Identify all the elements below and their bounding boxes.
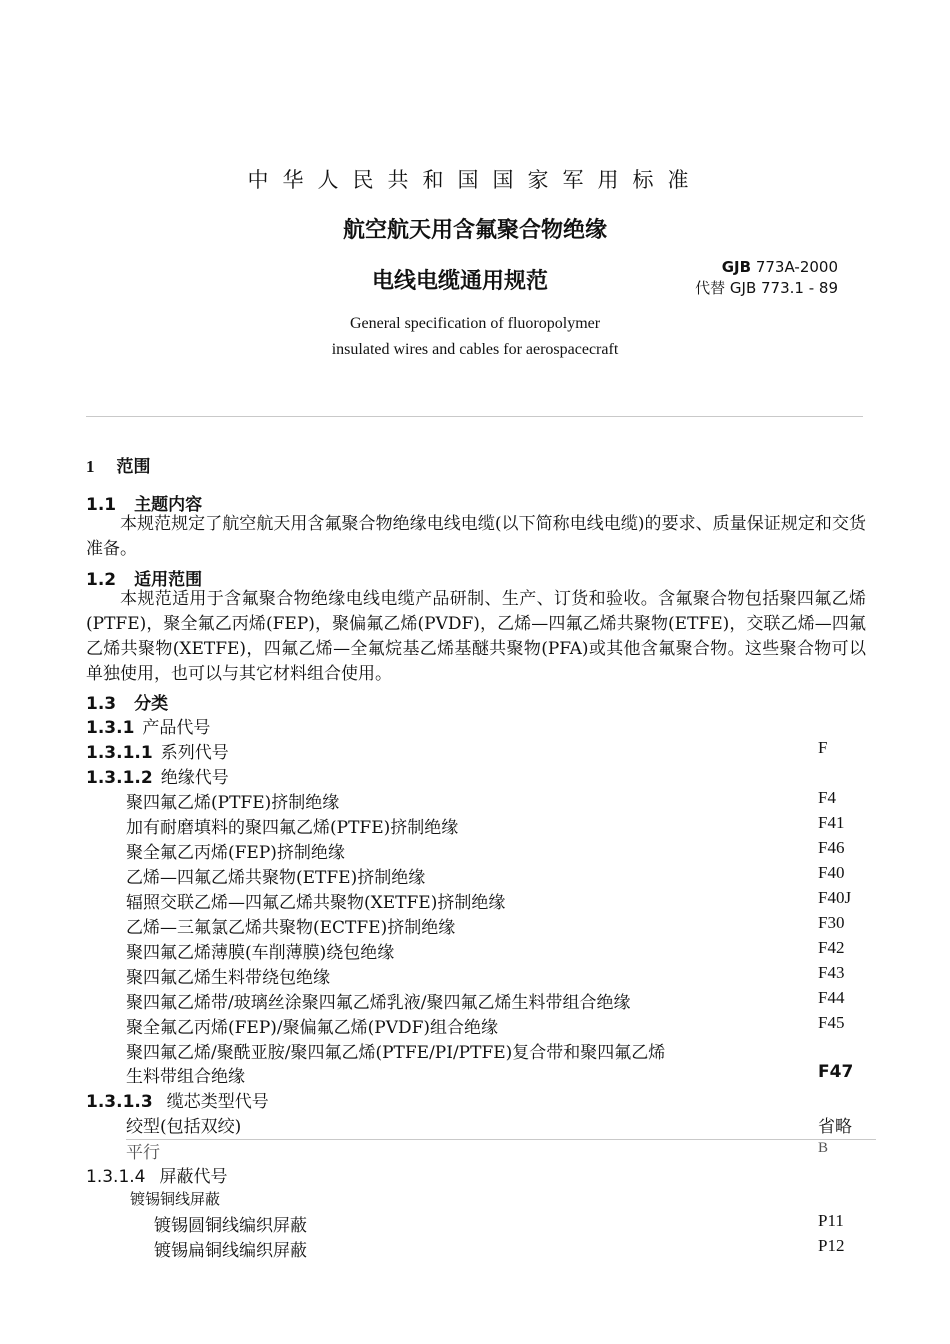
code-prefix: GJB — [721, 258, 752, 276]
insulation-item-code: F41 — [818, 813, 845, 832]
shield-item-label: 镀锡圆铜线编织屏蔽 — [154, 1216, 307, 1236]
insulation-item-label: 聚四氟乙烯(PTFE)挤制绝缘 — [126, 793, 340, 813]
standard-code — [640, 257, 838, 278]
insulation-item-label: 聚全氟乙丙烯(FEP)/聚偏氟乙烯(PVDF)组合绝缘 — [126, 1018, 499, 1038]
core-type-label: 绞型(包括双绞) — [126, 1117, 242, 1137]
section-1-3-1-heading: 1.3.1 产品代号 — [86, 718, 211, 738]
insulation-item-label: 聚四氟乙烯薄膜(车削薄膜)绕包绝缘 — [126, 943, 395, 963]
insulation-item-code: F43 — [818, 963, 845, 982]
scan-rule-line — [126, 1139, 876, 1140]
shield-item-code: P12 — [818, 1236, 845, 1255]
insulation-item-code: F40J — [818, 888, 852, 907]
section-1-1-body: 本规范规定了航空航天用含氟聚合物绝缘电线电缆(以下简称电线电缆)的要求、质量保证规定和交货准备。 — [86, 514, 866, 559]
section-1-2-heading: 1.2 适用范围 — [86, 570, 203, 590]
standard-code-block — [640, 257, 838, 299]
section-1-3-heading: 1.3 分类 — [86, 694, 169, 714]
shield-item-label: 镀锡扁铜线编织屏蔽 — [154, 1241, 307, 1261]
insulation-item-code: F4 — [818, 788, 836, 807]
section-1-3-1-1-heading: 1.3.1.1 系列代号 — [86, 743, 229, 763]
insulation-item-code: F40 — [818, 863, 845, 882]
shield-group-label: 镀锡铜线屏蔽 — [130, 1190, 221, 1208]
english-title-line2: insulated wires and cables for aerospacecraft — [331, 341, 619, 358]
section-1-3-1-2-heading: 1.3.1.2 绝缘代号 — [86, 768, 229, 788]
insulation-item-label: 聚四氟乙烯带/玻璃丝涂聚四氟乙烯乳液/聚四氟乙烯生料带组合绝缘 — [126, 993, 631, 1013]
section-1-2-body: 本规范适用于含氟聚合物绝缘电线电缆产品研制、生产、订货和验收。含氟聚合物包括聚四氟乙烯(PTFE)，聚全氟乙丙烯(FEP)，聚偏氟乙烯(PVDF)，乙烯—四氟乙烯共聚物(ETFE)，交联乙烯—四氟乙烯共聚物(XETFE)，四氟乙烯—全氟烷基乙烯基醚共聚物(PFA)或其他含氟聚合物。这些聚合物可以单独使用，也可以与其它材料组合使用。 — [86, 589, 866, 684]
insulation-item-label: 乙烯—三氟氯乙烯共聚物(ECTFE)挤制绝缘 — [126, 918, 456, 938]
insulation-item-code: F30 — [818, 913, 845, 932]
insulation-item-label: 辐照交联乙烯—四氟乙烯共聚物(XETFE)挤制绝缘 — [126, 893, 506, 913]
series-code: F — [818, 738, 828, 757]
section-1-3-1-3-heading: 1.3.1.3 缆芯类型代号 — [86, 1092, 269, 1112]
shield-item-code: P11 — [818, 1211, 844, 1230]
insulation-item-label: 聚四氟乙烯生料带绕包绝缘 — [126, 968, 330, 988]
insulation-item-code: F44 — [818, 988, 845, 1007]
insulation-item-label: 聚全氟乙丙烯(FEP)挤制绝缘 — [126, 843, 345, 863]
insulation-item-label: 乙烯—四氟乙烯共聚物(ETFE)挤制绝缘 — [126, 868, 426, 888]
insulation-item-code: F45 — [818, 1013, 845, 1032]
insulation-item-code: F47 — [818, 1062, 854, 1082]
section-1-3-1-4-heading: 1.3.1.4 屏蔽代号 — [86, 1167, 228, 1187]
document-title-line1: 航空航天用含氟聚合物绝缘 — [342, 218, 607, 243]
core-type-code: 省略 — [818, 1117, 852, 1137]
standard-title: 中华人民共和国国家军用标准 — [247, 168, 703, 192]
insulation-item-label: 加有耐磨填料的聚四氟乙烯(PTFE)挤制绝缘 — [126, 818, 459, 838]
code-number: 773A-2000 — [755, 258, 838, 276]
core-type-code: B — [818, 1140, 829, 1156]
core-type-label: 平行 — [126, 1143, 160, 1163]
english-title-line1: General specification of fluoropolymer — [349, 315, 601, 332]
insulation-item-code: F42 — [818, 938, 845, 957]
replaces-code: 代替 GJB 773.1 - 89 — [695, 279, 838, 297]
insulation-item-label-line1: 聚四氟乙烯/聚酰亚胺/聚四氟乙烯(PTFE/PI/PTFE)复合带和聚四氟乙烯 — [126, 1043, 666, 1063]
insulation-item-label-line2: 生料带组合绝缘 — [126, 1067, 245, 1087]
section-1-1-heading: 1.1 主题内容 — [86, 495, 203, 515]
section-1-heading: 1 范围 — [86, 457, 151, 477]
document-title-line2: 电线电缆通用规范 — [372, 269, 549, 294]
header-divider — [86, 416, 863, 417]
insulation-item-code: F46 — [818, 838, 845, 857]
